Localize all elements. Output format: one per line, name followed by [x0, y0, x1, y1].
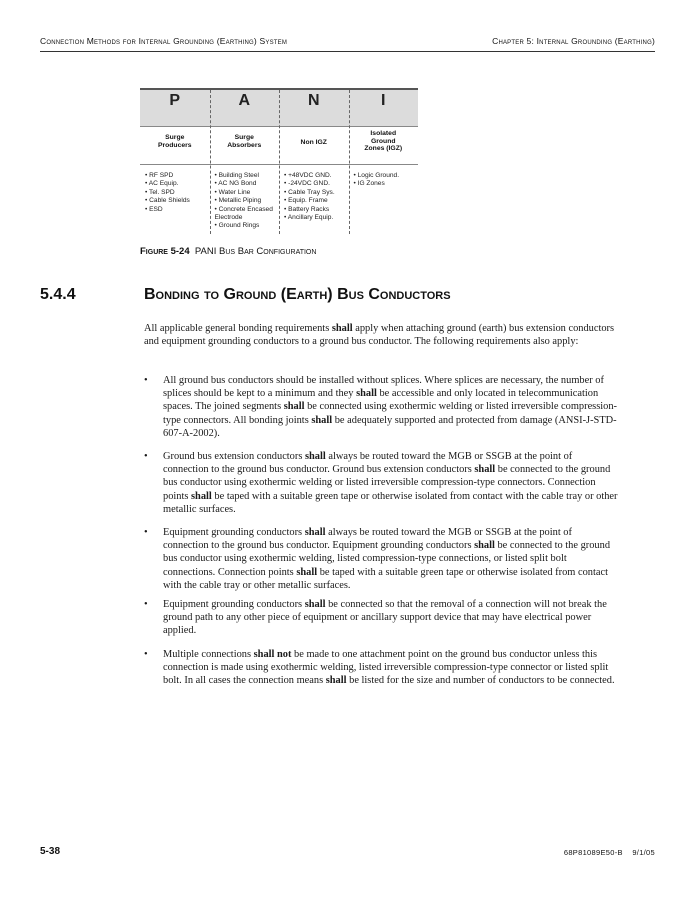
pani-category-line: Ground — [370, 137, 396, 145]
pani-item: • Metallic Piping — [214, 197, 262, 205]
figure-caption-text: PANI Bus Bar Configuration — [194, 246, 317, 257]
pani-item: • Ground Rings — [214, 222, 260, 230]
pani-column-letter: N — [307, 92, 320, 109]
pani-item: • AC NG Bond — [214, 180, 257, 188]
pani-category-line: Isolated — [370, 130, 397, 137]
bullet-text — [163, 598, 618, 638]
header-rule — [40, 51, 655, 52]
pani-category-line: Absorbers — [227, 141, 262, 149]
text-run: always be routed toward the MGB or SSGB at the point of connection to the ground bus conductor. Equipment grounding conductors — [163, 527, 572, 552]
header-right-title: Chapter 5: Internal Grounding (Earthing) — [492, 36, 655, 46]
bullet-item — [144, 450, 618, 516]
emphasis-shall: shall — [304, 599, 326, 610]
text-run: be listed for the size and number of conductors to be connected. — [346, 675, 615, 687]
pani-category-line: Surge — [165, 134, 185, 141]
pani-column-category — [279, 139, 349, 147]
text-run: apply when attaching ground (earth) bus extension conductors and equipment grounding conductors to a ground bus conductor. The following requirements also apply: — [144, 323, 615, 348]
bullet-icon: • — [144, 649, 148, 660]
pani-column-letter: I — [381, 92, 386, 109]
pani-item: • IG Zones — [353, 180, 385, 188]
pani-item-list — [284, 172, 347, 222]
emphasis-shall: shall — [191, 490, 212, 502]
bullet-text — [163, 450, 618, 516]
document-id: 68P81089E50-B 9/1/05 — [563, 848, 655, 857]
emphasis-shall: shall not — [253, 649, 292, 660]
bullet-icon: • — [144, 375, 148, 386]
pani-item: • +48VDC GND. — [284, 172, 332, 179]
pani-item-list — [215, 172, 278, 231]
pani-item: • -24VDC GND. — [284, 180, 330, 188]
emphasis-shall: shall — [304, 451, 326, 462]
text-run: be taped with a suitable green tape or otherwise isolated from contact with the cable tray or other metallic surfaces. — [163, 566, 608, 591]
text-run: be adequately supported and protected from damage (ANSI-J-STD-607-A-2002). — [163, 414, 617, 439]
section-title: Bonding to Ground (Earth) Bus Conductors — [144, 286, 451, 303]
pani-column — [210, 88, 280, 236]
emphasis-shall: shall — [474, 540, 495, 552]
pani-category-line: Surge — [234, 134, 254, 141]
emphasis-shall: shall — [474, 464, 496, 476]
text-run: be accessible and only located in telecommunication spaces. The joined segments — [163, 388, 599, 413]
figure-caption — [140, 246, 316, 257]
bullet-icon: • — [144, 599, 148, 610]
figure-caption-label: Figure 5-24 — [140, 246, 190, 257]
pani-column — [279, 88, 349, 236]
text-run: All applicable general bonding requirements — [144, 323, 332, 334]
pani-column — [140, 88, 210, 236]
bullet-item — [144, 374, 618, 440]
pani-column — [349, 88, 419, 236]
text-run: be connected using exothermic welding or listed irreversible compression-type connectors. All bonding joints — [163, 401, 618, 426]
page-number: 5-38 — [40, 846, 61, 857]
pani-category-line: Producers — [157, 141, 192, 149]
running-header — [40, 36, 655, 50]
text-run: Equipment grounding conductors — [163, 527, 305, 538]
pani-column-category — [210, 134, 280, 149]
pani-column-category — [140, 134, 210, 149]
emphasis-shall: shall — [356, 388, 377, 400]
pani-item: • ESD — [145, 205, 163, 213]
bullet-item — [144, 526, 618, 592]
pani-item-list — [354, 172, 417, 189]
emphasis-shall: shall — [325, 675, 347, 687]
header-left-title: Connection Methods for Internal Grounding (Earthing) System — [40, 36, 288, 46]
text-run: be connected to the ground bus conductor using exothermic welding or listed irreversible compression-type connectors. Connection points — [163, 464, 611, 502]
pani-column-category — [349, 130, 419, 153]
bullet-item — [144, 648, 618, 688]
emphasis-shall: shall — [283, 401, 305, 413]
text-run: be connected so that the removal of a connection will not break the ground path to any other piece of equipment or ancillary support device that may have electrical power applied. — [163, 599, 607, 637]
pani-item: • AC Equip. — [145, 180, 179, 188]
text-run: be connected to the ground bus conductor using exothermic welding, listed compression-type connections, or listed split bolt connections. Connection points — [163, 540, 611, 578]
bullet-text — [163, 526, 618, 592]
emphasis-shall: shall — [304, 527, 326, 538]
pani-item: • Tel. SPD — [145, 188, 175, 196]
pani-item: • Equip. Frame — [284, 197, 328, 205]
pani-item: • Cable Shields — [145, 197, 190, 205]
intro-paragraph — [144, 322, 624, 348]
emphasis-shall: shall — [331, 323, 353, 334]
pani-item: • Building Steel — [214, 172, 259, 179]
pani-item: • Water Line — [214, 188, 251, 196]
text-run: always be routed toward the MGB or SSGB at the point of connection to the ground bus conductor. Ground bus extension conductors — [163, 451, 573, 476]
bullet-text — [163, 648, 618, 688]
pani-item: • Battery Racks — [284, 205, 330, 213]
text-run: be made to one attachment point on the ground bus conductor unless this connection is made using exothermic welding, listed irreversible compression-type connector or listed split bolt. In all cases the connection means — [163, 649, 609, 687]
text-run: Equipment grounding conductors — [163, 599, 305, 610]
pani-item-list — [145, 172, 208, 214]
pani-column-letter: P — [169, 92, 181, 109]
text-run: Multiple connections — [163, 649, 254, 660]
emphasis-shall: shall — [311, 414, 333, 426]
pani-column-letter: A — [238, 92, 251, 109]
bullet-item — [144, 598, 618, 638]
pani-item: • Cable Tray Sys. — [284, 188, 335, 196]
bullet-icon: • — [144, 527, 148, 538]
pani-item: Electrode — [214, 214, 243, 222]
bullet-icon: • — [144, 451, 148, 462]
pani-item: • Concrete Encased — [214, 205, 273, 213]
bullet-text — [163, 374, 618, 440]
pani-category-line: Non IGZ — [300, 139, 327, 146]
text-run: All ground bus conductors should be installed without splices. Where splices are necessary, the number of splices should be kept to a minimum and they — [163, 375, 604, 400]
text-run: be taped with a suitable green tape or otherwise isolated from contact with the cable tray or other metallic surfaces. — [163, 490, 618, 515]
pani-item: • RF SPD — [145, 172, 174, 179]
pani-item: • Ancillary Equip. — [284, 214, 334, 222]
emphasis-shall: shall — [296, 566, 318, 578]
section-number: 5.4.4 — [40, 286, 76, 303]
text-run: Ground bus extension conductors — [163, 451, 305, 462]
pani-item: • Logic Ground. — [353, 172, 400, 179]
pani-category-line: Zones (IGZ) — [364, 145, 403, 153]
pani-figure — [140, 88, 418, 236]
